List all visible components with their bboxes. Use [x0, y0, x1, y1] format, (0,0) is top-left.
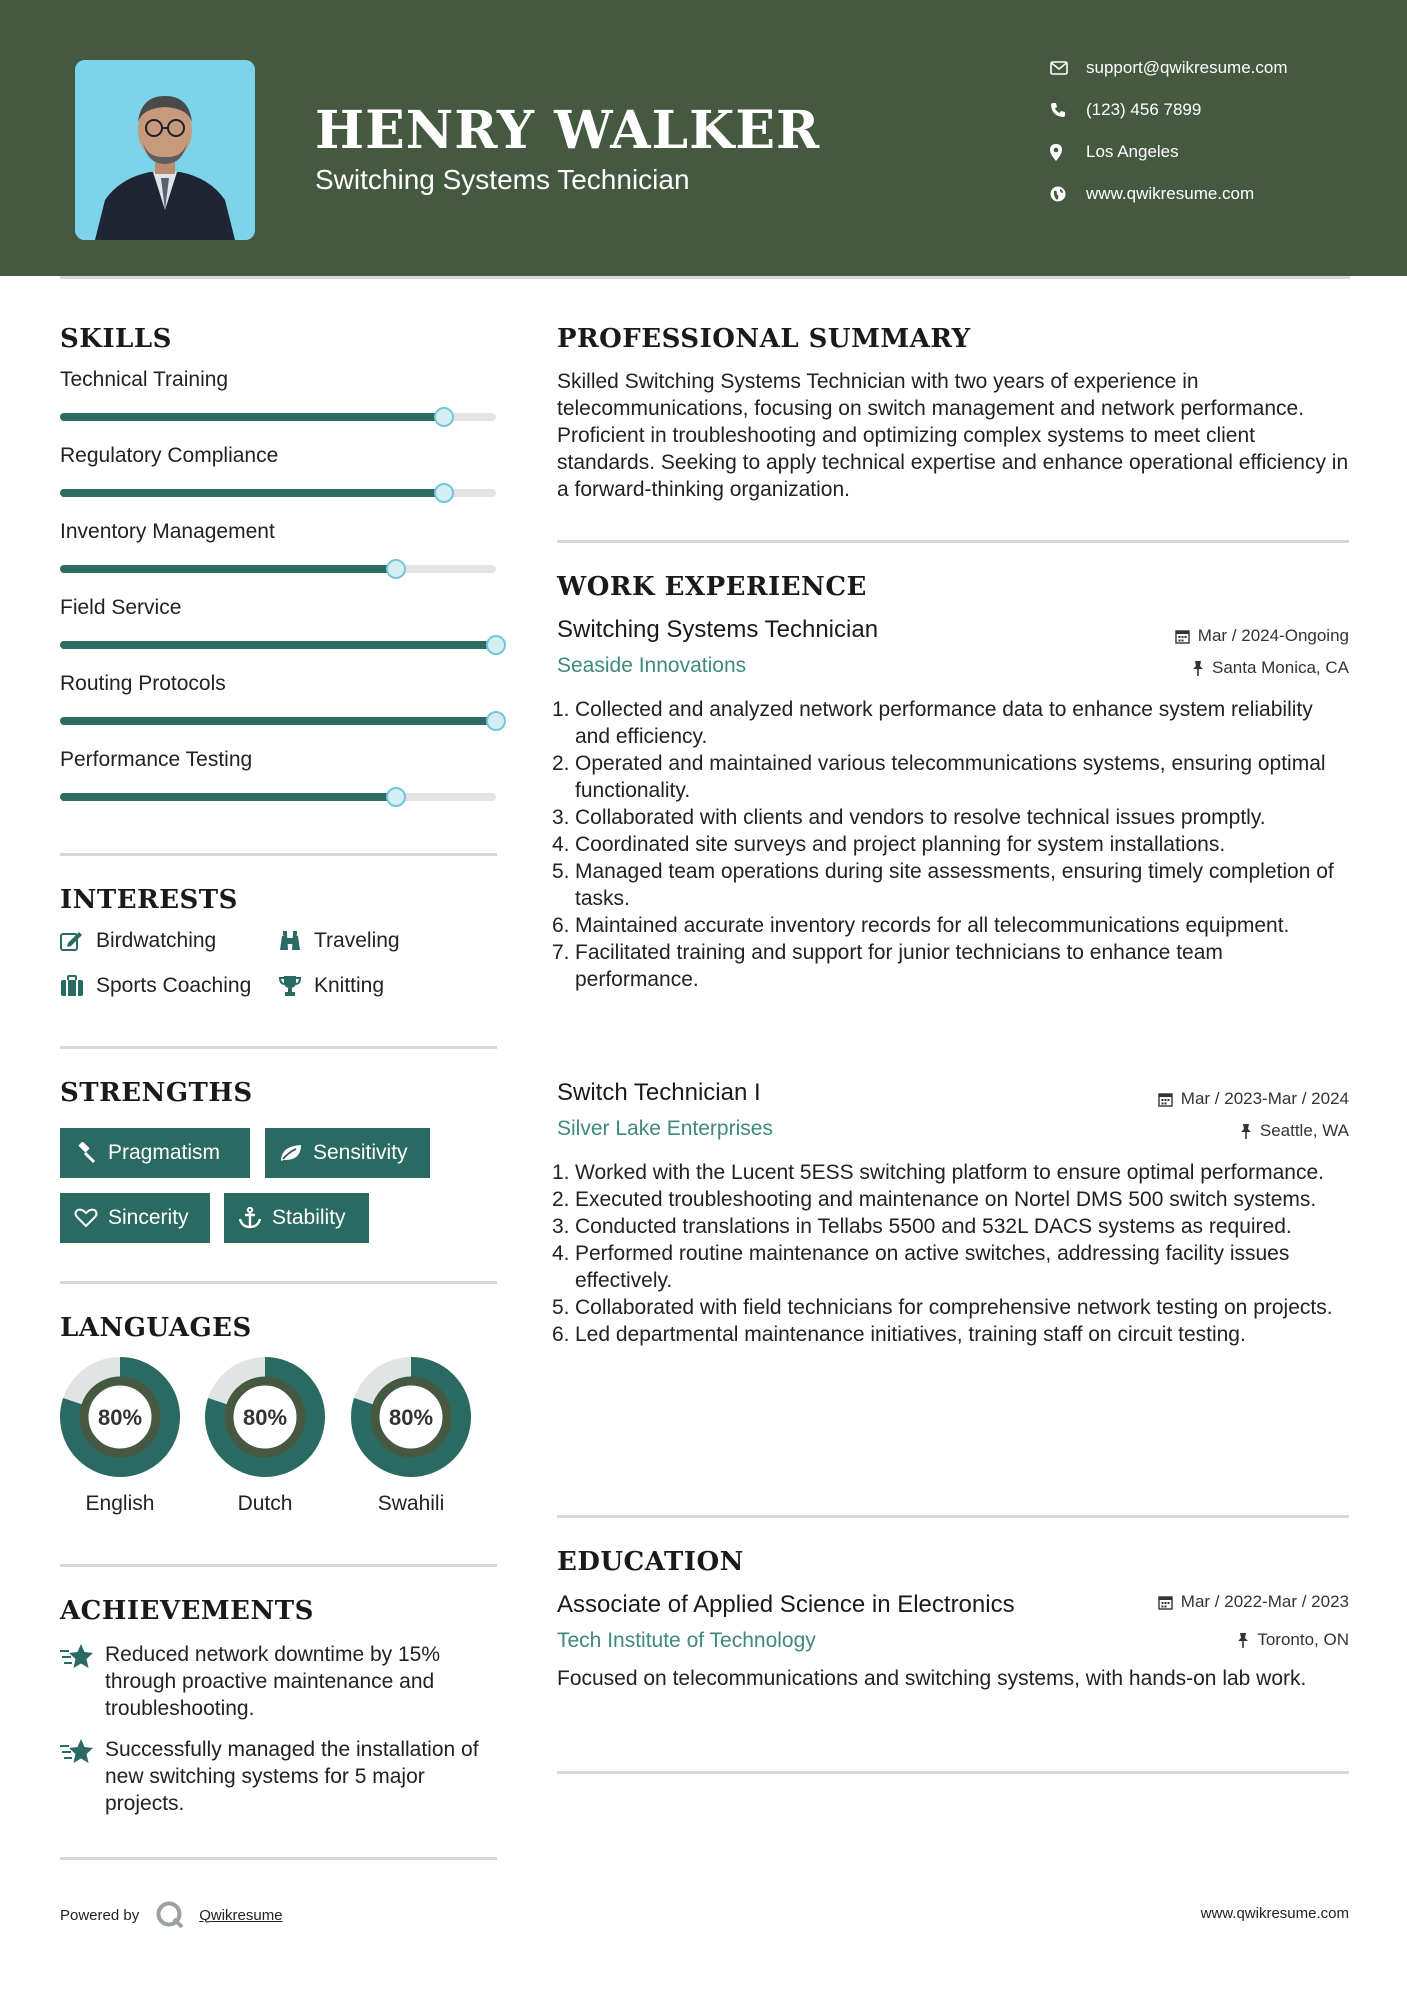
skill-bar — [60, 565, 496, 573]
job-date-text: Mar / 2024-Ongoing — [1197, 626, 1349, 645]
map-pin-icon — [1050, 142, 1086, 162]
language-progress-ring — [351, 1357, 471, 1477]
skill-bar-fill — [60, 489, 444, 497]
achievement-text: Reduced network downtime by 15% through proactive maintenance and troubleshooting. — [105, 1643, 441, 1720]
skill-label: Field Service — [60, 596, 182, 619]
interest-label: Traveling — [314, 929, 400, 952]
skill-label: Regulatory Compliance — [60, 444, 279, 467]
strength-label: Pragmatism — [108, 1141, 221, 1164]
trophy-icon — [278, 975, 314, 997]
star-icon — [60, 1736, 105, 1817]
language-percent: 80% — [242, 1405, 288, 1430]
education-school: Tech Institute of Technology — [557, 1629, 816, 1652]
job-duties-list — [552, 696, 1352, 993]
job-company: Seaside Innovations — [557, 654, 747, 677]
summary-divider — [557, 540, 1349, 543]
contact-phone[interactable] — [1050, 100, 1370, 120]
duty-item: 4. Coordinated site surveys and project planning for system installations. — [552, 833, 1226, 856]
suitcase-icon — [60, 975, 96, 997]
education-degree: Associate of Applied Science in Electronics — [557, 1591, 1015, 1618]
experience-heading: WORK EXPERIENCE — [557, 572, 867, 602]
skill-bar-fill — [60, 793, 396, 801]
phone-icon — [1050, 100, 1086, 120]
interest-item — [60, 929, 216, 953]
language-label: English — [85, 1492, 155, 1515]
star-icon — [60, 1641, 105, 1722]
gavel-icon — [74, 1142, 98, 1164]
skill-bar-knob — [434, 407, 454, 427]
leaf-icon — [279, 1143, 303, 1163]
job-duties-list — [552, 1159, 1352, 1348]
job-location — [1240, 1121, 1349, 1141]
interest-label: Sports Coaching — [96, 974, 252, 997]
contact-email[interactable] — [1050, 58, 1370, 78]
globe-icon — [1050, 184, 1086, 204]
skill-bar-knob — [434, 483, 454, 503]
language-percent: 80% — [97, 1405, 143, 1430]
heart-icon — [74, 1208, 98, 1228]
achievements-divider — [60, 1857, 497, 1860]
duty-item: 7. Facilitated training and support for junior technicians to enhance team performance. — [552, 941, 1223, 991]
skill-bar-knob — [486, 635, 506, 655]
duty-item: 3. Collaborated with clients and vendors to resolve technical issues promptly. — [552, 806, 1266, 829]
job-location — [1192, 658, 1349, 678]
contact-website[interactable] — [1050, 184, 1370, 204]
education-heading: EDUCATION — [557, 1547, 744, 1577]
skill-bar-fill — [60, 717, 496, 725]
contact-location-text: Los Angeles — [1086, 142, 1179, 161]
candidate-title: Switching Systems Technician — [315, 164, 690, 195]
skill-bar-knob — [386, 787, 406, 807]
skill-bar — [60, 793, 496, 801]
job-date-text: Mar / 2023-Mar / 2024 — [1180, 1089, 1349, 1108]
skill-label: Performance Testing — [60, 748, 253, 771]
skill-bar-knob — [386, 559, 406, 579]
job-role: Switching Systems Technician — [557, 616, 879, 643]
achievements-heading: ACHIEVEMENTS — [60, 1596, 314, 1626]
job-date — [1158, 1089, 1349, 1109]
language-percent: 80% — [388, 1405, 434, 1430]
skills-heading: SKILLS — [60, 324, 172, 354]
skill-label: Routing Protocols — [60, 672, 226, 695]
duty-item: 5. Collaborated with field technicians for comprehensive network testing on projects. — [552, 1296, 1333, 1319]
skills-divider — [60, 853, 497, 856]
language-progress-ring — [60, 1357, 180, 1477]
job-date — [1175, 626, 1349, 646]
contact-phone-text: (123) 456 7899 — [1086, 100, 1202, 119]
job-location-text: Santa Monica, CA — [1211, 658, 1349, 677]
education-location — [1237, 1630, 1349, 1650]
edit-icon — [60, 930, 96, 952]
profile-photo — [75, 60, 255, 240]
interest-label: Birdwatching — [96, 929, 217, 952]
pushpin-icon — [1237, 1633, 1249, 1648]
interests-heading: INTERESTS — [60, 885, 238, 915]
skill-bar — [60, 717, 496, 725]
duty-item: 6. Maintained accurate inventory records for all telecommunications equipment. — [552, 914, 1290, 937]
duty-item: 1. Worked with the Lucent 5ESS switching platform to ensure optimal performance. — [552, 1161, 1324, 1184]
calendar-icon — [1158, 1595, 1173, 1610]
language-label: Dutch — [237, 1492, 293, 1515]
candidate-name: HENRY WALKER — [315, 100, 821, 161]
language-label: Swahili — [377, 1492, 445, 1515]
job-role: Switch Technician I — [557, 1079, 761, 1106]
header-divider — [60, 276, 1350, 279]
pushpin-icon — [1192, 661, 1204, 676]
contact-email-text: support@qwikresume.com — [1086, 58, 1288, 77]
binoculars-icon — [278, 930, 314, 952]
job-company: Silver Lake Enterprises — [557, 1117, 773, 1140]
interest-item — [60, 974, 251, 998]
strengths-heading: STRENGTHS — [60, 1078, 253, 1108]
skill-bar-fill — [60, 565, 396, 573]
skill-bar — [60, 413, 496, 421]
duty-item: 3. Conducted translations in Tellabs 5500 and 532L DACS systems as required. — [552, 1215, 1292, 1238]
achievement-item — [60, 1641, 500, 1722]
summary-text: Skilled Switching Systems Technician with two years of experience in telecommunications, focusing on switch management and network performance. Proficient in troubleshooting and optimizing complex systems to meet client standards. Seeking to apply technical expertise and enhance operational efficiency in a forward-thinking organization. — [557, 370, 1349, 501]
qwikresume-link[interactable]: Qwikresume — [199, 1906, 283, 1924]
education-date — [1158, 1592, 1349, 1612]
skill-bar-fill — [60, 413, 444, 421]
interests-divider — [60, 1046, 497, 1049]
strength-tag — [60, 1193, 210, 1243]
job-location-text: Seattle, WA — [1259, 1121, 1349, 1140]
contact-location — [1050, 142, 1370, 162]
interest-item — [278, 929, 400, 953]
strength-label: Sincerity — [108, 1206, 189, 1229]
skill-bar — [60, 641, 496, 649]
strength-tag — [224, 1193, 369, 1243]
footer-website[interactable]: www.qwikresume.com — [1200, 1905, 1349, 1922]
achievement-text: Successfully managed the installation of new switching systems for 5 major projects. — [105, 1738, 479, 1815]
education-description: Focused on telecommunications and switching systems, with hands-on lab work. — [557, 1667, 1307, 1690]
interest-item — [278, 974, 384, 998]
skill-bar — [60, 489, 496, 497]
envelope-icon — [1050, 58, 1086, 78]
summary-heading: PROFESSIONAL SUMMARY — [557, 324, 971, 354]
duty-item: 6. Led departmental maintenance initiatives, training staff on circuit testing. — [552, 1323, 1246, 1346]
skill-bar-fill — [60, 641, 496, 649]
qwikresume-logo-icon — [155, 1900, 185, 1930]
strengths-divider — [60, 1281, 497, 1284]
calendar-icon — [1158, 1092, 1173, 1107]
skill-bar-knob — [486, 711, 506, 731]
interest-label: Knitting — [314, 974, 385, 997]
anchor-icon — [238, 1207, 262, 1229]
powered-by-label: Powered by — [60, 1906, 140, 1924]
duty-item: 2. Operated and maintained various telecommunications systems, ensuring optimal functionality. — [552, 752, 1326, 802]
achievement-item — [60, 1736, 500, 1817]
duty-item: 2. Executed troubleshooting and maintenance on Nortel DMS 500 switch systems. — [552, 1188, 1317, 1211]
footer-powered-by — [60, 1900, 283, 1930]
pushpin-icon — [1240, 1124, 1252, 1139]
calendar-icon — [1175, 629, 1190, 644]
skill-label: Technical Training — [60, 368, 229, 391]
contact-website-text: www.qwikresume.com — [1086, 184, 1255, 203]
education-divider — [557, 1771, 1349, 1774]
language-progress-ring — [205, 1357, 325, 1477]
resume-header — [0, 0, 1407, 276]
languages-divider — [60, 1564, 497, 1567]
strength-label: Sensitivity — [313, 1141, 408, 1164]
strength-tag — [60, 1128, 250, 1178]
strength-tag — [265, 1128, 430, 1178]
experience-divider — [557, 1515, 1349, 1518]
skill-label: Inventory Management — [60, 520, 275, 543]
duty-item: 4. Performed routine maintenance on active switches, addressing facility issues effectively. — [552, 1242, 1290, 1292]
languages-heading: LANGUAGES — [60, 1313, 252, 1343]
strength-label: Stability — [272, 1206, 346, 1229]
education-date-text: Mar / 2022-Mar / 2023 — [1180, 1592, 1349, 1611]
duty-item: 5. Managed team operations during site assessments, ensuring timely completion of tasks. — [552, 860, 1334, 910]
education-location-text: Toronto, ON — [1257, 1630, 1349, 1649]
duty-item: 1. Collected and analyzed network performance data to enhance system reliability and efficiency. — [552, 698, 1313, 748]
